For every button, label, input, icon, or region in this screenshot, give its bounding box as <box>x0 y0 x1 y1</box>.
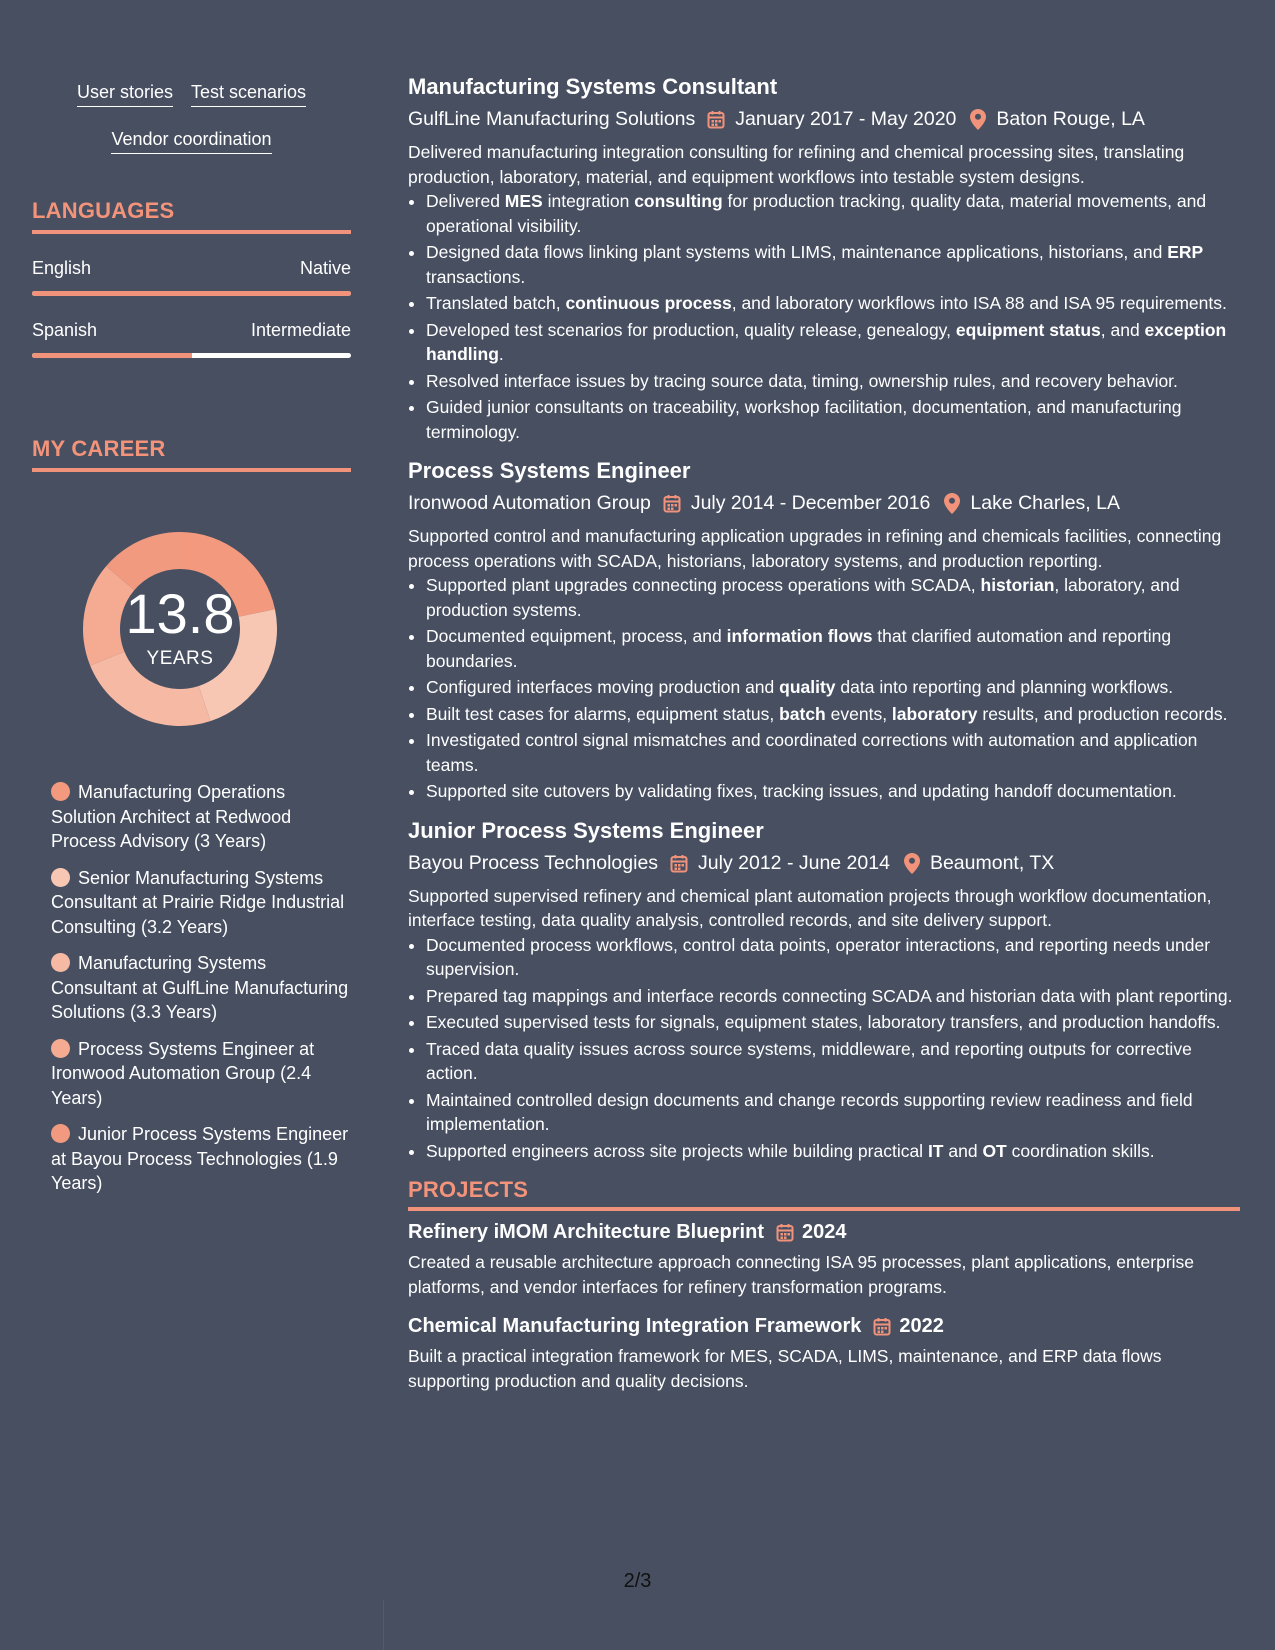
map-pin-icon <box>970 109 986 130</box>
job-location: Lake Charles, LA <box>970 492 1120 514</box>
job-description: Supported control and manufacturing application upgrades in refining and chemicals facilities, connecting process operations with SCADA, historians, laboratory systems, and production reporting. <box>408 526 1222 571</box>
skills-tags <box>32 82 351 154</box>
career-item-text: Manufacturing Operations Solution Architect at Redwood Process Advisory (3 Years) <box>51 782 292 851</box>
career-item-text: Senior Manufacturing Systems Consultant at Prairie Ridge Industrial Consulting (3.2 Years) <box>51 867 345 937</box>
map-pin-icon <box>904 853 920 874</box>
legend-dot <box>51 1039 70 1058</box>
career-item <box>51 1122 351 1196</box>
job-bullet: • Prepared tag mappings and interface records connecting SCADA and historian data with plant reporting. <box>426 984 1240 1009</box>
career-item <box>51 951 351 1025</box>
legend-dot <box>51 868 70 887</box>
career-section <box>32 436 351 1196</box>
main-content <box>408 74 1240 1393</box>
job-location: Baton Rouge, LA <box>996 108 1145 130</box>
job-bullet: • Built test cases for alarms, equipment status, batch events, laboratory results, and production records. <box>426 702 1240 727</box>
skill-tag[interactable]: Test scenarios <box>191 82 306 107</box>
projects-heading: PROJECTS <box>408 1177 1240 1211</box>
project-entry <box>408 1221 1240 1299</box>
career-list <box>32 780 351 1196</box>
job-bullet: • Developed test scenarios for production, quality release, genealogy, equipment status, and exception handling. <box>426 318 1240 367</box>
job-bullet: • Translated batch, continuous process, and laboratory workflows into ISA 88 and ISA 95 requirements. <box>426 291 1240 316</box>
job-bullet: • Configured interfaces moving production and quality data into reporting and planning workflows. <box>426 675 1240 700</box>
career-total-years: 13.8 <box>125 582 235 645</box>
career-item-text: Junior Process Systems Engineer at Bayou Process Technologies (1.9 Years) <box>51 1124 349 1193</box>
job-entry <box>408 818 1240 1164</box>
job-bullet: • Traced data quality issues across source systems, middleware, and reporting outputs for corrective action. <box>426 1037 1240 1086</box>
job-bullet: • Supported plant upgrades connecting process operations with SCADA, historian, laboratory, and production systems. <box>426 573 1240 622</box>
job-bullet: • Documented process workflows, control data points, operator interactions, and reporting needs under supervision. <box>426 933 1240 982</box>
job-bullet: • Guided junior consultants on traceability, workshop facilitation, documentation, and manufacturing terminology. <box>426 395 1240 444</box>
job-bullet: • Resolved interface issues by tracing source data, timing, ownership rules, and recovery behavior. <box>426 369 1240 394</box>
divider <box>383 1600 384 1650</box>
language-name: English <box>32 258 92 278</box>
job-description: Delivered manufacturing integration consulting for refining and chemical processing sites, translating production, laboratory, material, and equipment workflows into testable system designs. <box>408 142 1185 187</box>
job-meta <box>408 852 1240 875</box>
job-dates: July 2014 - December 2016 <box>690 492 931 514</box>
legend-dot <box>51 953 70 972</box>
company-name: Ironwood Automation Group <box>408 492 651 514</box>
language-item <box>32 258 351 296</box>
calendar-icon <box>707 110 725 129</box>
career-item <box>51 866 351 940</box>
legend-dot <box>51 782 70 801</box>
job-bullets <box>408 573 1240 804</box>
job-bullet: • Supported engineers across site projects while building practical IT and OT coordination skills. <box>426 1139 1240 1164</box>
company-name: Bayou Process Technologies <box>408 851 659 874</box>
project-title-row <box>408 1221 1240 1244</box>
career-years-label: YEARS <box>146 648 214 669</box>
job-bullet: • Supported site cutovers by validating fixes, tracking issues, and updating handoff documentation. <box>426 779 1240 804</box>
language-name: Spanish <box>32 320 98 340</box>
job-dates: July 2012 - June 2014 <box>698 851 890 874</box>
job-bullet: • Documented equipment, process, and information flows that clarified automation and reporting boundaries. <box>426 624 1240 673</box>
job-title: Process Systems Engineer <box>408 458 691 483</box>
calendar-icon <box>776 1223 794 1242</box>
company-name: GulfLine Manufacturing Solutions <box>408 108 696 130</box>
job-entry <box>408 74 1240 444</box>
skill-tag[interactable]: User stories <box>77 82 173 107</box>
job-bullet: • Investigated control signal mismatches and coordinated corrections with automation and application teams. <box>426 728 1240 777</box>
job-description: Supported supervised refinery and chemical plant automation projects through workflow documentation, interface testing, data quality analysis, controlled records, and site delivery support. <box>408 885 1212 930</box>
project-description: Created a reusable architecture approach connecting ISA 95 processes, plant applications, enterprise platforms, and vendor interfaces for refinery transformation programs. <box>408 1252 1195 1297</box>
page-number: 2/3 <box>623 1570 652 1592</box>
language-level-bar <box>32 353 351 358</box>
project-year: 2022 <box>899 1315 944 1337</box>
experience-list <box>408 74 1240 1163</box>
language-level: Native <box>299 258 351 278</box>
sidebar <box>32 82 351 1208</box>
projects-list <box>408 1221 1240 1393</box>
language-level: Intermediate <box>250 320 351 340</box>
career-item-text: Process Systems Engineer at Ironwood Automation Group (2.4 Years) <box>51 1038 315 1108</box>
job-location: Beaumont, TX <box>929 851 1055 874</box>
calendar-icon <box>670 854 688 873</box>
job-meta <box>408 492 1240 515</box>
job-bullet: • Delivered MES integration consulting for production tracking, quality data, material movements, and operational visibility. <box>426 189 1240 238</box>
project-title-row <box>408 1315 1240 1338</box>
projects-section <box>408 1177 1240 1393</box>
career-item <box>51 780 351 854</box>
skill-tag[interactable]: Vendor coordination <box>111 129 271 154</box>
languages-section <box>32 198 351 358</box>
job-title: Manufacturing Systems Consultant <box>408 74 778 99</box>
project-description: Built a practical integration framework for MES, SCADA, LIMS, maintenance, and ERP data flows supporting production and quality decisions. <box>408 1346 1162 1391</box>
career-item-text: Manufacturing Systems Consultant at GulfLine Manufacturing Solutions (3.3 Years) <box>51 953 349 1022</box>
job-bullet: • Executed supervised tests for signals, equipment states, laboratory transfers, and production handoffs. <box>426 1010 1240 1035</box>
career-heading: MY CAREER <box>32 436 351 472</box>
calendar-icon <box>873 1317 891 1336</box>
language-level-bar <box>32 291 351 296</box>
job-title: Junior Process Systems Engineer <box>408 817 764 843</box>
job-bullets <box>408 933 1240 1164</box>
job-bullet: • Designed data flows linking plant systems with LIMS, maintenance applications, historians, and ERP transactions. <box>426 240 1240 289</box>
job-entry <box>408 458 1240 804</box>
job-bullets <box>408 189 1240 444</box>
language-item <box>32 320 351 358</box>
project-name: Refinery iMOM Architecture Blueprint <box>408 1221 764 1243</box>
job-meta <box>408 108 1240 131</box>
map-pin-icon <box>944 493 960 514</box>
career-donut-chart <box>65 514 295 744</box>
legend-dot <box>51 1124 70 1143</box>
calendar-icon <box>663 494 681 513</box>
project-entry <box>408 1315 1240 1393</box>
project-year: 2024 <box>801 1221 847 1243</box>
job-bullet: • Maintained controlled design documents and change records supporting review readiness and field implementation. <box>426 1088 1240 1137</box>
project-name: Chemical Manufacturing Integration Framework <box>408 1315 862 1337</box>
job-dates: January 2017 - May 2020 <box>735 108 957 130</box>
languages-heading: LANGUAGES <box>32 198 351 234</box>
career-item <box>51 1037 351 1111</box>
